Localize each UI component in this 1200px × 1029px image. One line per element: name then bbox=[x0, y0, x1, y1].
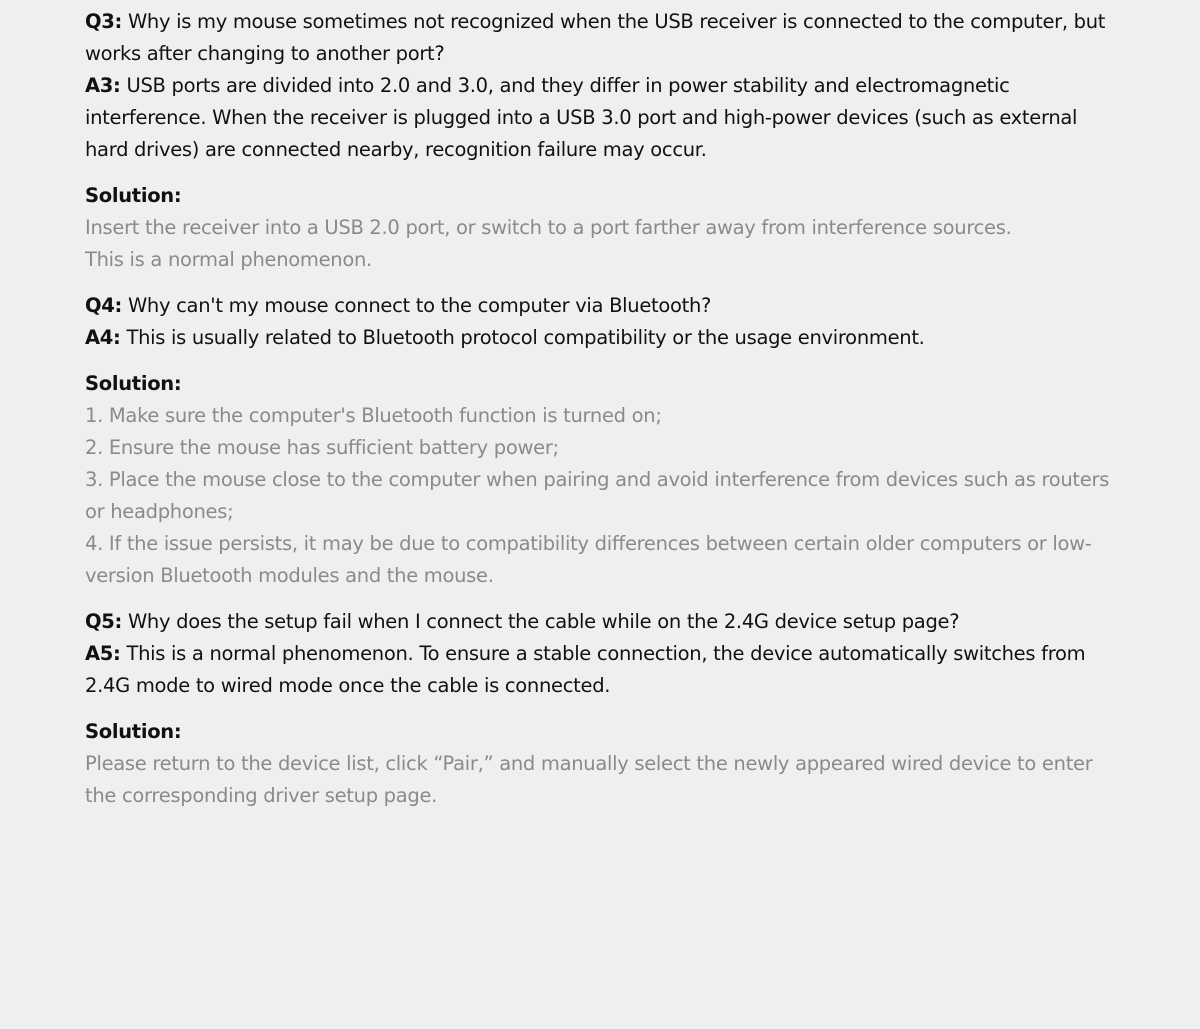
answer-tag: A3: bbox=[85, 74, 121, 97]
faq-item-q3 bbox=[85, 6, 1115, 276]
faq-item-q4 bbox=[85, 290, 1115, 592]
solution-line: 1. Make sure the computer's Bluetooth function is turned on; bbox=[85, 404, 662, 427]
answer bbox=[85, 70, 1115, 166]
question bbox=[85, 606, 1115, 638]
answer-text: This is a normal phenomenon. To ensure a stable connection, the device automatically switches from 2.4G mode to wired mode once the cable is connected. bbox=[85, 642, 1086, 697]
faq-list bbox=[85, 6, 1115, 812]
solution-line: 3. Place the mouse close to the computer when pairing and avoid interference from devices such as routers or headphones; bbox=[85, 468, 1110, 523]
question-text: Why is my mouse sometimes not recognized when the USB receiver is connected to the computer, but works after changing to another port? bbox=[85, 10, 1106, 65]
answer bbox=[85, 638, 1115, 702]
solution-heading: Solution: bbox=[85, 184, 182, 207]
solution-line: Please return to the device list, click “Pair,” and manually select the newly appeared wired device to enter the corresponding driver setup page. bbox=[85, 752, 1093, 807]
answer-text: USB ports are divided into 2.0 and 3.0, and they differ in power stability and electromagnetic interference. When the receiver is plugged into a USB 3.0 port and high-power devices (such as external hard drives) are connected nearby, recognition failure may occur. bbox=[85, 74, 1078, 161]
solution-line: 2. Ensure the mouse has sufficient battery power; bbox=[85, 436, 559, 459]
solution-line: Insert the receiver into a USB 2.0 port, or switch to a port farther away from interference sources. bbox=[85, 216, 1012, 239]
answer-tag: A5: bbox=[85, 642, 121, 665]
solution-line: This is a normal phenomenon. bbox=[85, 248, 372, 271]
faq-item-q5 bbox=[85, 606, 1115, 812]
question bbox=[85, 6, 1115, 70]
question-tag: Q4: bbox=[85, 294, 123, 317]
question-text: Why does the setup fail when I connect the cable while on the 2.4G device setup page? bbox=[127, 610, 960, 633]
solution-heading: Solution: bbox=[85, 720, 182, 743]
answer bbox=[85, 322, 1115, 354]
question-tag: Q5: bbox=[85, 610, 123, 633]
question bbox=[85, 290, 1115, 322]
solution-heading: Solution: bbox=[85, 372, 182, 395]
question-text: Why can't my mouse connect to the computer via Bluetooth? bbox=[127, 294, 712, 317]
solution-line: 4. If the issue persists, it may be due to compatibility differences between certain older computers or low-version Bluetooth modules and the mouse. bbox=[85, 532, 1092, 587]
answer-text: This is usually related to Bluetooth protocol compatibility or the usage environment. bbox=[126, 326, 925, 349]
question-tag: Q3: bbox=[85, 10, 123, 33]
answer-tag: A4: bbox=[85, 326, 121, 349]
